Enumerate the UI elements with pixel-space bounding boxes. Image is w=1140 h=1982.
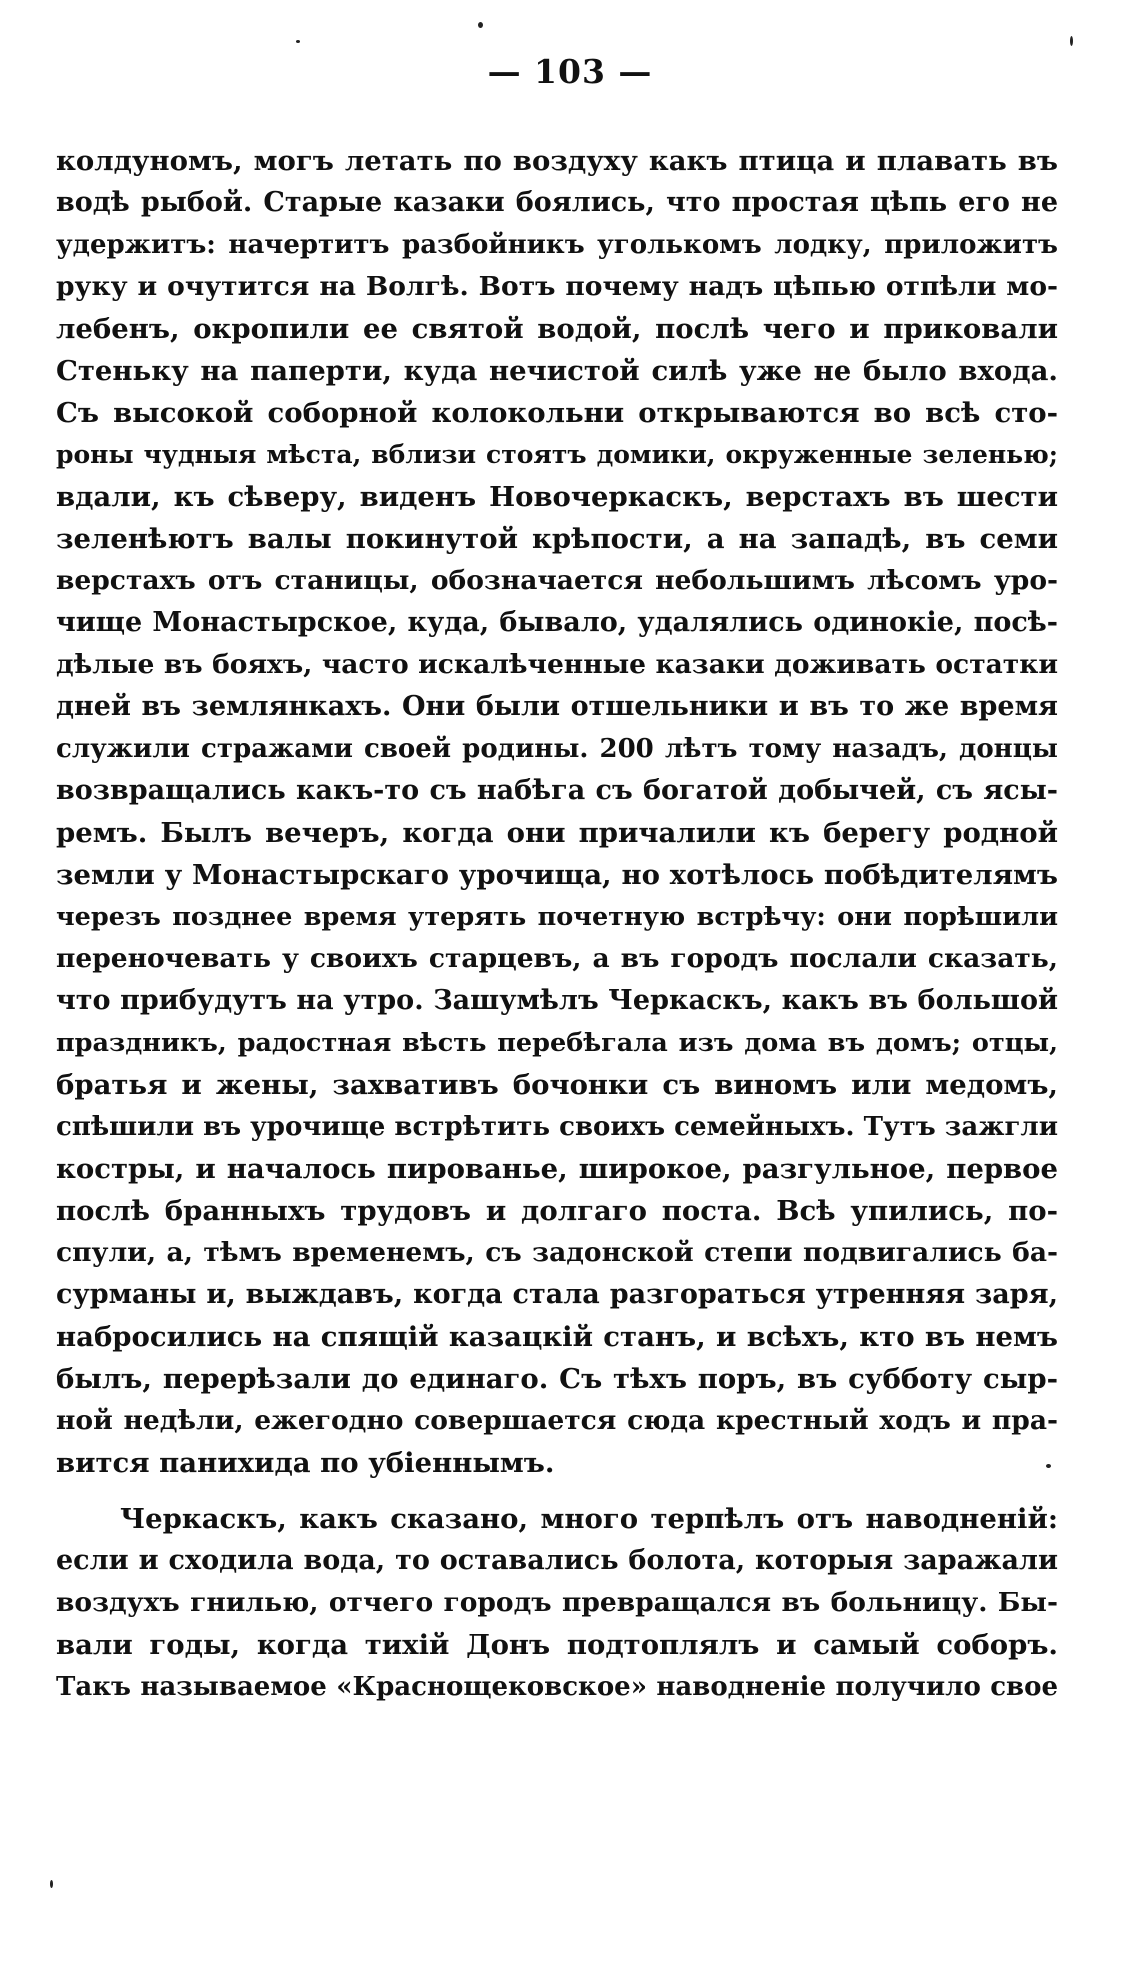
text-line: роны чудныя мѣста, вблизи стоятъ домики, окруженные зеленью; bbox=[56, 440, 1058, 469]
text-line: праздникъ, радостная вѣсть перебѣгала изъ дома въ домъ; отцы, bbox=[56, 1028, 1058, 1058]
text-line: вали годы, когда тихій Донъ подтоплялъ и самый соборъ. bbox=[56, 1629, 1058, 1661]
scan-speck bbox=[1046, 1464, 1051, 1468]
paragraph-gap bbox=[56, 1484, 1058, 1498]
scan-speck bbox=[478, 22, 483, 28]
text-line: колдуномъ, могъ летать по воздуху какъ птица и плавать въ bbox=[56, 145, 1058, 177]
text-line: послѣ бранныхъ трудовъ и долгаго поста. Всѣ упились, по- bbox=[56, 1195, 1058, 1227]
text-line: что прибудутъ на утро. Зашумѣлъ Черкаскъ, какъ въ большой bbox=[56, 985, 1058, 1016]
text-line: ной недѣли, ежегодно совершается сюда крестный ходъ и пра- bbox=[56, 1405, 1058, 1436]
text-line: земли у Монастырскаго урочища, но хотѣлось побѣдителямъ bbox=[56, 859, 1058, 891]
text-line: вится панихида по убіеннымъ. bbox=[56, 1447, 555, 1479]
text-line: черезъ позднее время утерять почетную встрѣчу: они порѣшили bbox=[56, 902, 1058, 932]
text-line: руку и очутится на Волгѣ. Вотъ почему надъ цѣпью отпѣли мо- bbox=[56, 271, 1058, 302]
scan-speck bbox=[50, 1880, 53, 1888]
page-number: — 103 — bbox=[487, 52, 653, 91]
text-line: спули, а, тѣмъ временемъ, съ задонской степи подвигались ба- bbox=[56, 1237, 1058, 1268]
text-line: если и сходила вода, то оставались болота, которыя заражали bbox=[56, 1545, 1058, 1576]
text-line: удержитъ: начертитъ разбойникъ уголькомъ лодку, приложитъ bbox=[56, 230, 1058, 260]
text-line: лебенъ, окропили ее святой водой, послѣ чего и приковали bbox=[56, 313, 1058, 345]
text-line: чище Монастырское, куда, бывало, удалялись одинокіе, посѣ- bbox=[56, 607, 1058, 638]
text-line: спѣшили въ урочище встрѣтить своихъ семейныхъ. Тутъ зажгли bbox=[56, 1112, 1058, 1142]
scan-speck bbox=[296, 40, 300, 43]
text-line: братья и жены, захвативъ бочонки съ виномъ или медомъ, bbox=[56, 1069, 1058, 1101]
paragraph-1 bbox=[56, 140, 1058, 1484]
text-line: служили стражами своей родины. 200 лѣтъ тому назадъ, донцы bbox=[56, 734, 1058, 764]
text-line: зеленѣютъ валы покинутой крѣпости, а на западѣ, въ семи bbox=[56, 523, 1058, 555]
page-body bbox=[56, 140, 1058, 1708]
text-line: Съ высокой соборной колокольни открываются во всѣ сто- bbox=[56, 397, 1058, 429]
text-line: былъ, перерѣзали до единаго. Съ тѣхъ поръ, въ субботу сыр- bbox=[56, 1363, 1058, 1395]
paragraph-2 bbox=[56, 1498, 1058, 1708]
text-line: Стеньку на паперти, куда нечистой силѣ уже не было входа. bbox=[56, 355, 1058, 387]
text-line: верстахъ отъ станицы, обозначается небольшимъ лѣсомъ уро- bbox=[56, 565, 1058, 596]
text-line: дѣлые въ бояхъ, часто искалѣченные казаки доживать остатки bbox=[56, 649, 1058, 680]
text-line: вдали, къ сѣверу, виденъ Новочеркаскъ, верстахъ въ шести bbox=[56, 481, 1058, 513]
text-line: водѣ рыбой. Старые казаки боялись, что простая цѣпь его не bbox=[56, 187, 1058, 218]
text-line: набросились на спящій казацкій станъ, и всѣхъ, кто въ немъ bbox=[56, 1321, 1058, 1353]
text-line: костры, и началось пированье, широкое, разгульное, первое bbox=[56, 1153, 1058, 1185]
text-line: ремъ. Былъ вечеръ, когда они причалили къ берегу родной bbox=[56, 817, 1058, 849]
text-line: воздухъ гнилью, отчего городъ превращался въ больницу. Бы- bbox=[56, 1587, 1058, 1618]
text-line: переночевать у своихъ старцевъ, а въ городъ послали сказать, bbox=[56, 943, 1058, 974]
text-line: Черкаскъ, какъ сказано, много терпѣлъ отъ наводненій: bbox=[120, 1503, 1058, 1535]
text-line: возвращались какъ-то съ набѣга съ богатой добычей, съ ясы- bbox=[56, 775, 1058, 806]
text-line: Такъ называемое «Краснощековское» наводненіе получило свое bbox=[56, 1672, 1058, 1702]
scan-speck bbox=[1070, 36, 1073, 46]
text-line: сурманы и, выждавъ, когда стала разгораться утренняя заря, bbox=[56, 1279, 1058, 1310]
text-line: дней въ землянкахъ. Они были отшельники и въ то же время bbox=[56, 691, 1058, 722]
